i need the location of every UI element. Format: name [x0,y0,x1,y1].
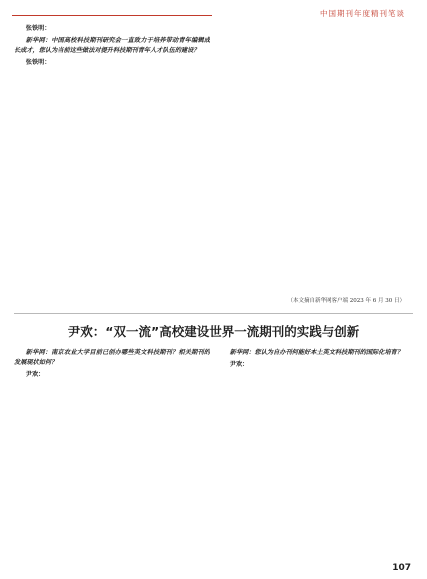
article-title: 尹欢：“双一流”高校建设世界一流期刊的实践与创新 [67,324,360,339]
column-top-left [14,24,210,304]
column-bottom-right [218,346,414,574]
column-bottom-left [14,346,210,574]
column-top-right [218,24,414,309]
section-divider [14,313,413,314]
interview-question [14,348,210,368]
speaker-label: 新华网： [229,349,255,356]
header-rule [12,15,212,16]
speaker-label: 张铁明： [25,25,51,32]
speaker-label: 尹欢： [25,371,45,378]
page-number: 107 [392,563,411,573]
paragraph [14,24,210,34]
header-title: 中国期刊年度精刊笔谈 [320,9,405,18]
paragraph [14,370,210,380]
question-text: 南京农业大学目前已创办哪些英文科技期刊？相关期刊的发展现状如何？ [14,349,210,366]
question-text: 中国高校科技期刊研究会一直致力于培养带动青年编辑成长成才，您认为当前这些做法对提升科技期刊青年人才队伍的建设？ [14,37,210,54]
source-note: （本文摘自新华网客户端 2023 年 6 月 30 日） [287,298,405,304]
speaker-label: 新华网： [25,349,52,356]
paragraph [14,58,210,68]
speaker-label: 尹欢： [229,361,249,368]
running-header [0,6,427,22]
interview-question [14,36,210,56]
question-text: 您认为自办刊何能好本土英文科技期刊的国际化培育？ [254,349,404,356]
interview-question [218,348,414,358]
speaker-label: 新华网： [25,37,52,44]
paragraph [218,360,414,370]
speaker-label: 张铁明： [25,59,51,66]
